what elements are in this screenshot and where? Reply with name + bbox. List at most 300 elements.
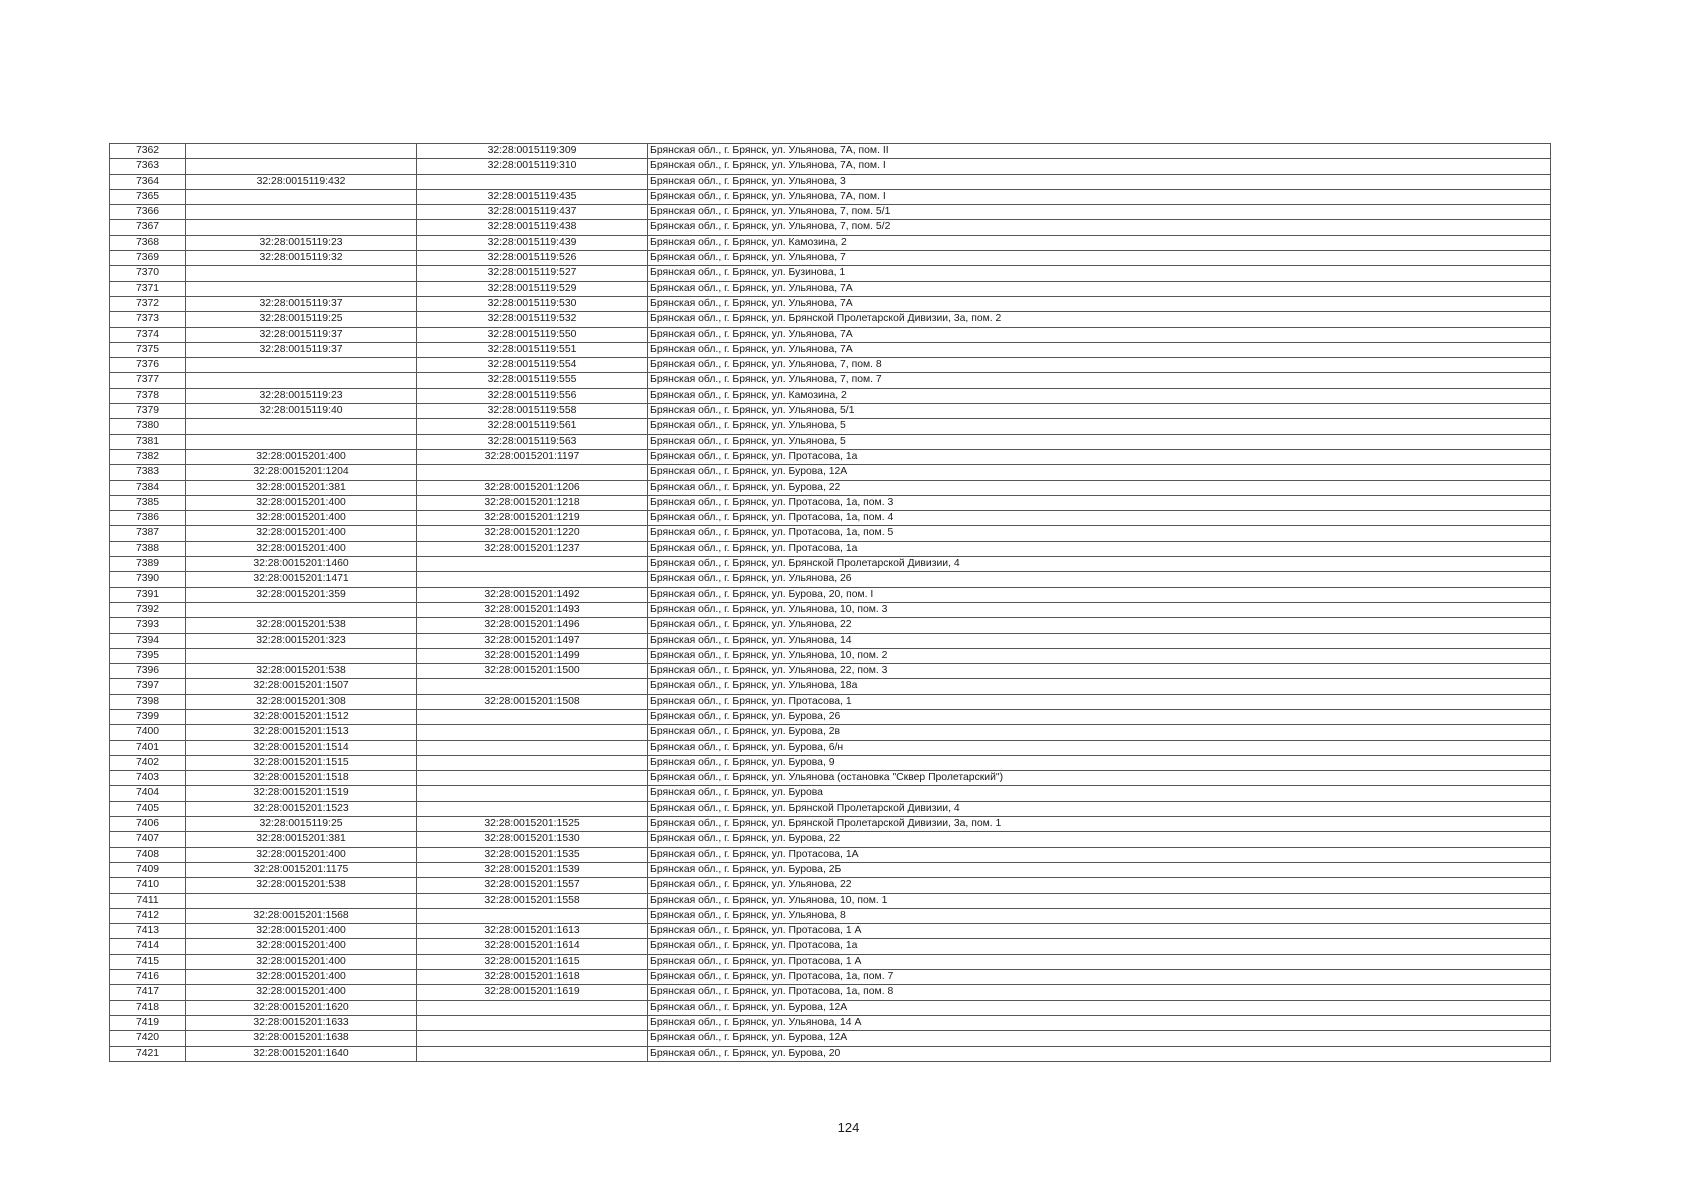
row-number-cell: 7399 [110,709,186,724]
object-number-cell: 32:28:0015119:554 [417,358,648,373]
object-number-cell: 32:28:0015119:435 [417,189,648,204]
address-cell: Брянская обл., г. Брянск, ул. Брянской Пролетарской Дивизии, 3а, пом. 1 [648,817,1551,832]
row-number-cell: 7409 [110,862,186,877]
parcel-number-cell [186,159,417,174]
object-number-cell: 32:28:0015119:437 [417,205,648,220]
parcel-number-cell [186,373,417,388]
table-row [110,419,1551,434]
address-cell: Брянская обл., г. Брянск, ул. Бурова, 22 [648,480,1551,495]
address-cell: Брянская обл., г. Брянск, ул. Протасова, 1а [648,449,1551,464]
address-cell: Брянская обл., г. Брянск, ул. Протасова, 1а, пом. 4 [648,511,1551,526]
table-row [110,266,1551,281]
row-number-cell: 7412 [110,908,186,923]
table-row [110,159,1551,174]
object-number-cell: 32:28:0015201:1619 [417,985,648,1000]
table-row [110,511,1551,526]
object-number-cell: 32:28:0015201:1500 [417,664,648,679]
address-cell: Брянская обл., г. Брянск, ул. Протасова, 1а [648,939,1551,954]
parcel-number-cell: 32:28:0015119:23 [186,388,417,403]
object-number-cell: 32:28:0015201:1558 [417,893,648,908]
address-cell: Брянская обл., г. Брянск, ул. Протасова, 1а [648,541,1551,556]
object-number-cell [417,465,648,480]
address-cell: Брянская обл., г. Брянск, ул. Ульянова, 7А [648,327,1551,342]
parcel-number-cell: 32:28:0015201:1204 [186,465,417,480]
parcel-number-cell: 32:28:0015119:23 [186,235,417,250]
object-number-cell: 32:28:0015201:1496 [417,618,648,633]
address-cell: Брянская обл., г. Брянск, ул. Бурова, 2Б [648,862,1551,877]
address-cell: Брянская обл., г. Брянск, ул. Бурова, 12А [648,1000,1551,1015]
table-row [110,235,1551,250]
object-number-cell: 32:28:0015201:1197 [417,449,648,464]
address-cell: Брянская обл., г. Брянск, ул. Ульянова, 10, пом. 3 [648,602,1551,617]
table-row [110,618,1551,633]
parcel-number-cell: 32:28:0015201:1633 [186,1015,417,1030]
row-number-cell: 7368 [110,235,186,250]
table-row [110,725,1551,740]
table-row [110,924,1551,939]
object-number-cell: 32:28:0015201:1539 [417,862,648,877]
object-number-cell [417,174,648,189]
parcel-number-cell: 32:28:0015201:1175 [186,862,417,877]
address-cell: Брянская обл., г. Брянск, ул. Бурова, 2в [648,725,1551,740]
registry-table-body [110,144,1551,1062]
parcel-number-cell: 32:28:0015201:1514 [186,740,417,755]
address-cell: Брянская обл., г. Брянск, ул. Бурова, 12А [648,1031,1551,1046]
row-number-cell: 7413 [110,924,186,939]
address-cell: Брянская обл., г. Брянск, ул. Брянской Пролетарской Дивизии, 3а, пом. 2 [648,312,1551,327]
address-cell: Брянская обл., г. Брянск, ул. Ульянова, 7А, пом. I [648,189,1551,204]
page-number: 124 [837,1120,860,1135]
object-number-cell: 32:28:0015201:1613 [417,924,648,939]
parcel-number-cell: 32:28:0015201:538 [186,878,417,893]
parcel-number-cell: 32:28:0015201:538 [186,664,417,679]
object-number-cell: 32:28:0015201:1499 [417,648,648,663]
row-number-cell: 7389 [110,557,186,572]
object-number-cell: 32:28:0015201:1492 [417,587,648,602]
table-row [110,862,1551,877]
address-cell: Брянская обл., г. Брянск, ул. Ульянова, 7А [648,342,1551,357]
parcel-number-cell [186,648,417,663]
table-row [110,817,1551,832]
address-cell: Брянская обл., г. Брянск, ул. Бурова, 12А [648,465,1551,480]
table-row [110,893,1551,908]
parcel-number-cell: 32:28:0015119:25 [186,312,417,327]
row-number-cell: 7403 [110,771,186,786]
row-number-cell: 7362 [110,144,186,159]
object-number-cell: 32:28:0015119:558 [417,404,648,419]
address-cell: Брянская обл., г. Брянск, ул. Ульянова, 7, пом. 5/2 [648,220,1551,235]
row-number-cell: 7366 [110,205,186,220]
address-cell: Брянская обл., г. Брянск, ул. Бурова, 22 [648,832,1551,847]
object-number-cell [417,740,648,755]
row-number-cell: 7402 [110,755,186,770]
object-number-cell [417,786,648,801]
parcel-number-cell: 32:28:0015201:1640 [186,1046,417,1061]
table-row [110,144,1551,159]
table-row [110,572,1551,587]
table-row [110,342,1551,357]
row-number-cell: 7364 [110,174,186,189]
parcel-number-cell: 32:28:0015201:1512 [186,709,417,724]
row-number-cell: 7390 [110,572,186,587]
address-cell: Брянская обл., г. Брянск, ул. Ульянова, 7, пом. 5/1 [648,205,1551,220]
table-row [110,1046,1551,1061]
address-cell: Брянская обл., г. Брянск, ул. Бурова, 20, пом. I [648,587,1551,602]
object-number-cell: 32:28:0015119:550 [417,327,648,342]
row-number-cell: 7414 [110,939,186,954]
row-number-cell: 7381 [110,434,186,449]
address-cell: Брянская обл., г. Брянск, ул. Ульянова, 14 А [648,1015,1551,1030]
table-row [110,220,1551,235]
object-number-cell: 32:28:0015201:1493 [417,602,648,617]
parcel-number-cell [186,281,417,296]
parcel-number-cell: 32:28:0015201:1471 [186,572,417,587]
object-number-cell [417,725,648,740]
object-number-cell [417,1000,648,1015]
object-number-cell: 32:28:0015119:529 [417,281,648,296]
row-number-cell: 7405 [110,801,186,816]
parcel-number-cell: 32:28:0015119:32 [186,251,417,266]
row-number-cell: 7371 [110,281,186,296]
address-cell: Брянская обл., г. Брянск, ул. Протасова, 1а, пом. 7 [648,970,1551,985]
table-row [110,434,1551,449]
row-number-cell: 7363 [110,159,186,174]
object-number-cell: 32:28:0015119:561 [417,419,648,434]
address-cell: Брянская обл., г. Брянск, ул. Ульянова, 7, пом. 8 [648,358,1551,373]
address-cell: Брянская обл., г. Брянск, ул. Протасова, 1 [648,694,1551,709]
object-number-cell: 32:28:0015119:309 [417,144,648,159]
object-number-cell: 32:28:0015201:1618 [417,970,648,985]
parcel-number-cell: 32:28:0015201:1523 [186,801,417,816]
object-number-cell: 32:28:0015201:1219 [417,511,648,526]
table-row [110,251,1551,266]
object-number-cell [417,908,648,923]
address-cell: Брянская обл., г. Брянск, ул. Протасова, 1 А [648,924,1551,939]
table-row [110,1031,1551,1046]
table-row [110,771,1551,786]
parcel-number-cell: 32:28:0015201:400 [186,939,417,954]
row-number-cell: 7395 [110,648,186,663]
address-cell: Брянская обл., г. Брянск, ул. Ульянова, 18а [648,679,1551,694]
parcel-number-cell: 32:28:0015201:1620 [186,1000,417,1015]
object-number-cell: 32:28:0015201:1535 [417,847,648,862]
table-row [110,786,1551,801]
row-number-cell: 7365 [110,189,186,204]
parcel-number-cell [186,434,417,449]
parcel-number-cell: 32:28:0015119:25 [186,817,417,832]
row-number-cell: 7404 [110,786,186,801]
parcel-number-cell: 32:28:0015201:308 [186,694,417,709]
row-number-cell: 7411 [110,893,186,908]
row-number-cell: 7386 [110,511,186,526]
parcel-number-cell: 32:28:0015201:400 [186,495,417,510]
object-number-cell [417,1015,648,1030]
address-cell: Брянская обл., г. Брянск, ул. Ульянова, 7А [648,296,1551,311]
row-number-cell: 7408 [110,847,186,862]
address-cell: Брянская обл., г. Брянск, ул. Ульянова, 7, пом. 7 [648,373,1551,388]
object-number-cell: 32:28:0015119:530 [417,296,648,311]
table-row [110,648,1551,663]
row-number-cell: 7391 [110,587,186,602]
row-number-cell: 7375 [110,342,186,357]
object-number-cell [417,572,648,587]
parcel-number-cell: 32:28:0015201:1460 [186,557,417,572]
row-number-cell: 7369 [110,251,186,266]
row-number-cell: 7379 [110,404,186,419]
address-cell: Брянская обл., г. Брянск, ул. Ульянова, 5/1 [648,404,1551,419]
table-row [110,174,1551,189]
table-row [110,939,1551,954]
table-row [110,633,1551,648]
address-cell: Брянская обл., г. Брянск, ул. Ульянова, 26 [648,572,1551,587]
parcel-number-cell: 32:28:0015201:381 [186,480,417,495]
table-row [110,404,1551,419]
address-cell: Брянская обл., г. Брянск, ул. Ульянова, 7А, пом. II [648,144,1551,159]
row-number-cell: 7397 [110,679,186,694]
address-cell: Брянская обл., г. Брянск, ул. Протасова, 1а, пом. 8 [648,985,1551,1000]
parcel-number-cell [186,419,417,434]
object-number-cell: 32:28:0015119:438 [417,220,648,235]
row-number-cell: 7380 [110,419,186,434]
parcel-number-cell: 32:28:0015201:1515 [186,755,417,770]
parcel-number-cell [186,893,417,908]
address-cell: Брянская обл., г. Брянск, ул. Ульянова, 5 [648,434,1551,449]
object-number-cell: 32:28:0015201:1237 [417,541,648,556]
parcel-number-cell: 32:28:0015201:400 [186,511,417,526]
table-row [110,832,1551,847]
registry-table [109,143,1551,1062]
address-cell: Брянская обл., г. Брянск, ул. Ульянова, 7 [648,251,1551,266]
object-number-cell: 32:28:0015201:1530 [417,832,648,847]
object-number-cell: 32:28:0015119:526 [417,251,648,266]
object-number-cell [417,771,648,786]
row-number-cell: 7416 [110,970,186,985]
table-row [110,495,1551,510]
table-row [110,679,1551,694]
parcel-number-cell: 32:28:0015119:37 [186,342,417,357]
table-row [110,740,1551,755]
table-row [110,1000,1551,1015]
address-cell: Брянская обл., г. Брянск, ул. Бурова [648,786,1551,801]
address-cell: Брянская обл., г. Брянск, ул. Протасова, 1 А [648,954,1551,969]
row-number-cell: 7400 [110,725,186,740]
table-row [110,755,1551,770]
table-row [110,312,1551,327]
row-number-cell: 7410 [110,878,186,893]
parcel-number-cell [186,144,417,159]
parcel-number-cell: 32:28:0015201:400 [186,970,417,985]
table-row [110,281,1551,296]
object-number-cell [417,801,648,816]
row-number-cell: 7407 [110,832,186,847]
parcel-number-cell: 32:28:0015201:1519 [186,786,417,801]
object-number-cell: 32:28:0015201:1508 [417,694,648,709]
parcel-number-cell: 32:28:0015201:400 [186,847,417,862]
address-cell: Брянская обл., г. Брянск, ул. Протасова, 1А [648,847,1551,862]
address-cell: Брянская обл., г. Брянск, ул. Ульянова, 3 [648,174,1551,189]
table-row [110,526,1551,541]
row-number-cell: 7372 [110,296,186,311]
address-cell: Брянская обл., г. Брянск, ул. Ульянова, 22 [648,618,1551,633]
object-number-cell: 32:28:0015201:1615 [417,954,648,969]
parcel-number-cell: 32:28:0015201:323 [186,633,417,648]
table-row [110,480,1551,495]
object-number-cell: 32:28:0015119:439 [417,235,648,250]
parcel-number-cell: 32:28:0015201:1638 [186,1031,417,1046]
row-number-cell: 7415 [110,954,186,969]
row-number-cell: 7382 [110,449,186,464]
row-number-cell: 7377 [110,373,186,388]
row-number-cell: 7370 [110,266,186,281]
row-number-cell: 7401 [110,740,186,755]
parcel-number-cell: 32:28:0015201:400 [186,924,417,939]
object-number-cell: 32:28:0015119:555 [417,373,648,388]
row-number-cell: 7419 [110,1015,186,1030]
row-number-cell: 7396 [110,664,186,679]
table-row [110,709,1551,724]
row-number-cell: 7421 [110,1046,186,1061]
address-cell: Брянская обл., г. Брянск, ул. Ульянова (остановка "Сквер Пролетарский") [648,771,1551,786]
table-row [110,908,1551,923]
parcel-number-cell: 32:28:0015119:37 [186,296,417,311]
parcel-number-cell: 32:28:0015201:1568 [186,908,417,923]
row-number-cell: 7384 [110,480,186,495]
table-row [110,602,1551,617]
address-cell: Брянская обл., г. Брянск, ул. Ульянова, 7А, пом. I [648,159,1551,174]
parcel-number-cell [186,358,417,373]
table-row [110,541,1551,556]
object-number-cell [417,1031,648,1046]
row-number-cell: 7406 [110,817,186,832]
object-number-cell: 32:28:0015119:556 [417,388,648,403]
address-cell: Брянская обл., г. Брянск, ул. Ульянова, 14 [648,633,1551,648]
object-number-cell: 32:28:0015201:1218 [417,495,648,510]
address-cell: Брянская обл., г. Брянск, ул. Ульянова, 8 [648,908,1551,923]
parcel-number-cell [186,220,417,235]
table-row [110,954,1551,969]
address-cell: Брянская обл., г. Брянск, ул. Камозина, 2 [648,388,1551,403]
object-number-cell: 32:28:0015119:532 [417,312,648,327]
parcel-number-cell: 32:28:0015201:381 [186,832,417,847]
address-cell: Брянская обл., г. Брянск, ул. Ульянова, 22, пом. 3 [648,664,1551,679]
row-number-cell: 7383 [110,465,186,480]
row-number-cell: 7420 [110,1031,186,1046]
table-row [110,449,1551,464]
parcel-number-cell: 32:28:0015201:400 [186,954,417,969]
parcel-number-cell: 32:28:0015201:538 [186,618,417,633]
table-row [110,205,1551,220]
address-cell: Брянская обл., г. Брянск, ул. Бурова, 20 [648,1046,1551,1061]
object-number-cell: 32:28:0015201:1220 [417,526,648,541]
table-row [110,296,1551,311]
parcel-number-cell [186,602,417,617]
object-number-cell [417,557,648,572]
object-number-cell [417,679,648,694]
address-cell: Брянская обл., г. Брянск, ул. Брянской Пролетарской Дивизии, 4 [648,557,1551,572]
table-row [110,878,1551,893]
address-cell: Брянская обл., г. Брянск, ул. Протасова, 1а, пом. 5 [648,526,1551,541]
parcel-number-cell: 32:28:0015201:1507 [186,679,417,694]
row-number-cell: 7393 [110,618,186,633]
object-number-cell: 32:28:0015201:1206 [417,480,648,495]
parcel-number-cell: 32:28:0015119:40 [186,404,417,419]
table-row [110,970,1551,985]
row-number-cell: 7387 [110,526,186,541]
parcel-number-cell: 32:28:0015201:400 [186,449,417,464]
row-number-cell: 7394 [110,633,186,648]
row-number-cell: 7378 [110,388,186,403]
address-cell: Брянская обл., г. Брянск, ул. Ульянова, 5 [648,419,1551,434]
parcel-number-cell [186,205,417,220]
row-number-cell: 7374 [110,327,186,342]
address-cell: Брянская обл., г. Брянск, ул. Бузинова, 1 [648,266,1551,281]
object-number-cell [417,755,648,770]
address-cell: Брянская обл., г. Брянск, ул. Ульянова, 22 [648,878,1551,893]
address-cell: Брянская обл., г. Брянск, ул. Камозина, 2 [648,235,1551,250]
table-row [110,465,1551,480]
address-cell: Брянская обл., г. Брянск, ул. Ульянова, 10, пом. 1 [648,893,1551,908]
parcel-number-cell: 32:28:0015119:37 [186,327,417,342]
object-number-cell: 32:28:0015119:551 [417,342,648,357]
object-number-cell: 32:28:0015201:1557 [417,878,648,893]
object-number-cell [417,709,648,724]
object-number-cell: 32:28:0015119:563 [417,434,648,449]
row-number-cell: 7367 [110,220,186,235]
table-row [110,557,1551,572]
table-row [110,664,1551,679]
object-number-cell: 32:28:0015201:1525 [417,817,648,832]
parcel-number-cell: 32:28:0015201:359 [186,587,417,602]
table-row [110,327,1551,342]
table-row [110,189,1551,204]
table-row [110,373,1551,388]
table-row [110,801,1551,816]
table-row [110,358,1551,373]
row-number-cell: 7418 [110,1000,186,1015]
parcel-number-cell: 32:28:0015119:432 [186,174,417,189]
row-number-cell: 7385 [110,495,186,510]
object-number-cell: 32:28:0015201:1497 [417,633,648,648]
table-row [110,847,1551,862]
address-cell: Брянская обл., г. Брянск, ул. Бурова, 9 [648,755,1551,770]
table-row [110,587,1551,602]
parcel-number-cell [186,189,417,204]
object-number-cell: 32:28:0015119:527 [417,266,648,281]
table-row [110,694,1551,709]
row-number-cell: 7373 [110,312,186,327]
address-cell: Брянская обл., г. Брянск, ул. Протасова, 1а, пом. 3 [648,495,1551,510]
address-cell: Брянская обл., г. Брянск, ул. Бурова, 26 [648,709,1551,724]
table-row [110,388,1551,403]
row-number-cell: 7388 [110,541,186,556]
parcel-number-cell: 32:28:0015201:400 [186,541,417,556]
object-number-cell: 32:28:0015201:1614 [417,939,648,954]
row-number-cell: 7398 [110,694,186,709]
table-row [110,1015,1551,1030]
parcel-number-cell: 32:28:0015201:400 [186,985,417,1000]
address-cell: Брянская обл., г. Брянск, ул. Брянской Пролетарской Дивизии, 4 [648,801,1551,816]
table-row [110,985,1551,1000]
object-number-cell [417,1046,648,1061]
object-number-cell: 32:28:0015119:310 [417,159,648,174]
parcel-number-cell: 32:28:0015201:1518 [186,771,417,786]
address-cell: Брянская обл., г. Брянск, ул. Бурова, 6/н [648,740,1551,755]
parcel-number-cell: 32:28:0015201:1513 [186,725,417,740]
parcel-number-cell: 32:28:0015201:400 [186,526,417,541]
row-number-cell: 7417 [110,985,186,1000]
row-number-cell: 7376 [110,358,186,373]
address-cell: Брянская обл., г. Брянск, ул. Ульянова, 7А [648,281,1551,296]
